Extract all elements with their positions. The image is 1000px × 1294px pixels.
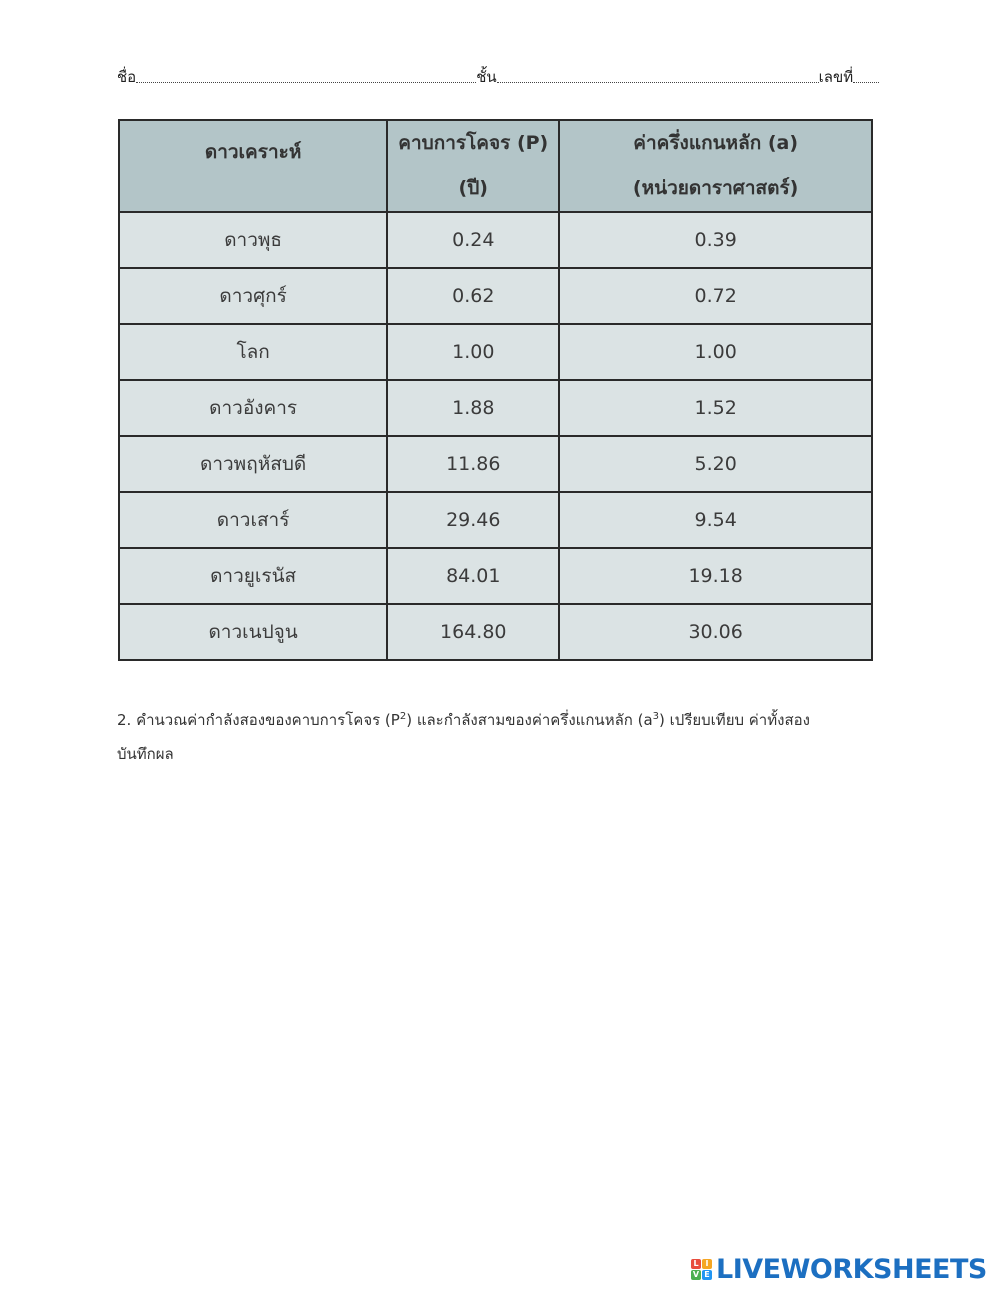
- table-row: [119, 212, 872, 268]
- planet-cell: ดาวอังคาร: [119, 380, 387, 436]
- logo-letter: L: [691, 1259, 701, 1269]
- table-row: [119, 548, 872, 604]
- header-axis-line2: (หน่วยดาราศาสตร์): [632, 177, 799, 199]
- period-cell: 11.86: [387, 436, 559, 492]
- planet-cell: ดาวศุกร์: [119, 268, 387, 324]
- axis-cell: 0.39: [559, 212, 872, 268]
- header-semimajor-axis: [559, 120, 872, 212]
- logo-letter: E: [702, 1270, 712, 1280]
- student-info-line: [117, 62, 883, 86]
- axis-cell: 0.72: [559, 268, 872, 324]
- period-cell: 0.62: [387, 268, 559, 324]
- table-row: [119, 268, 872, 324]
- class-field[interactable]: [497, 81, 819, 83]
- table-row: [119, 492, 872, 548]
- question-text-part3: ) เปรียบเทียบ ค่าทั้งสอง: [659, 711, 810, 729]
- table-row: [119, 380, 872, 436]
- header-period: [387, 120, 559, 212]
- superscript-3: 3: [652, 711, 660, 722]
- planet-data-table: [118, 119, 873, 661]
- number-field[interactable]: [853, 81, 879, 83]
- period-cell: 164.80: [387, 604, 559, 660]
- axis-cell: 1.00: [559, 324, 872, 380]
- question-line-1: [117, 703, 885, 737]
- question-2: [117, 703, 885, 771]
- table-row: [119, 436, 872, 492]
- table-header-row: [119, 120, 872, 212]
- planet-cell: ดาวพฤหัสบดี: [119, 436, 387, 492]
- table-row: [119, 604, 872, 660]
- axis-cell: 1.52: [559, 380, 872, 436]
- period-cell: 29.46: [387, 492, 559, 548]
- planet-cell: โลก: [119, 324, 387, 380]
- table-row: [119, 324, 872, 380]
- axis-cell: 5.20: [559, 436, 872, 492]
- header-planet-label: ดาวเคราะห์: [204, 141, 302, 163]
- period-cell: 0.24: [387, 212, 559, 268]
- brand-wordmark: LIVEWORKSHEETS: [716, 1253, 987, 1285]
- header-period-line2: (ปี): [458, 177, 488, 199]
- class-label: ชั้น: [476, 68, 497, 86]
- name-field[interactable]: [136, 81, 476, 83]
- liveworksheets-logo: [691, 1254, 987, 1284]
- header-planet: [119, 120, 387, 212]
- header-axis-line1: ค่าครึ่งแกนหลัก (a): [633, 132, 799, 154]
- axis-cell: 19.18: [559, 548, 872, 604]
- logo-letter: V: [692, 1270, 700, 1279]
- planet-cell: ดาวพุธ: [119, 212, 387, 268]
- question-text-part2: ) และกำลังสามของค่าครึ่งแกนหลัก (a: [406, 711, 653, 729]
- axis-cell: 30.06: [559, 604, 872, 660]
- planet-cell: ดาวเนปจูน: [119, 604, 387, 660]
- name-label: ชื่อ: [117, 68, 137, 86]
- superscript-2: 2: [399, 711, 407, 722]
- logo-letter: I: [702, 1259, 712, 1269]
- header-period-line1: คาบการโคจร (P): [398, 132, 549, 154]
- question-text-part1: 2. คำนวณค่ากำลังสองของคาบการโคจร (P: [117, 711, 400, 729]
- number-label: เลขที่: [818, 68, 854, 86]
- planet-cell: ดาวยูเรนัส: [119, 548, 387, 604]
- question-line-2: บันทึกผล: [117, 745, 174, 763]
- axis-cell: 9.54: [559, 492, 872, 548]
- period-cell: 84.01: [387, 548, 559, 604]
- planet-cell: ดาวเสาร์: [119, 492, 387, 548]
- period-cell: 1.88: [387, 380, 559, 436]
- live-grid-icon: [691, 1259, 712, 1280]
- period-cell: 1.00: [387, 324, 559, 380]
